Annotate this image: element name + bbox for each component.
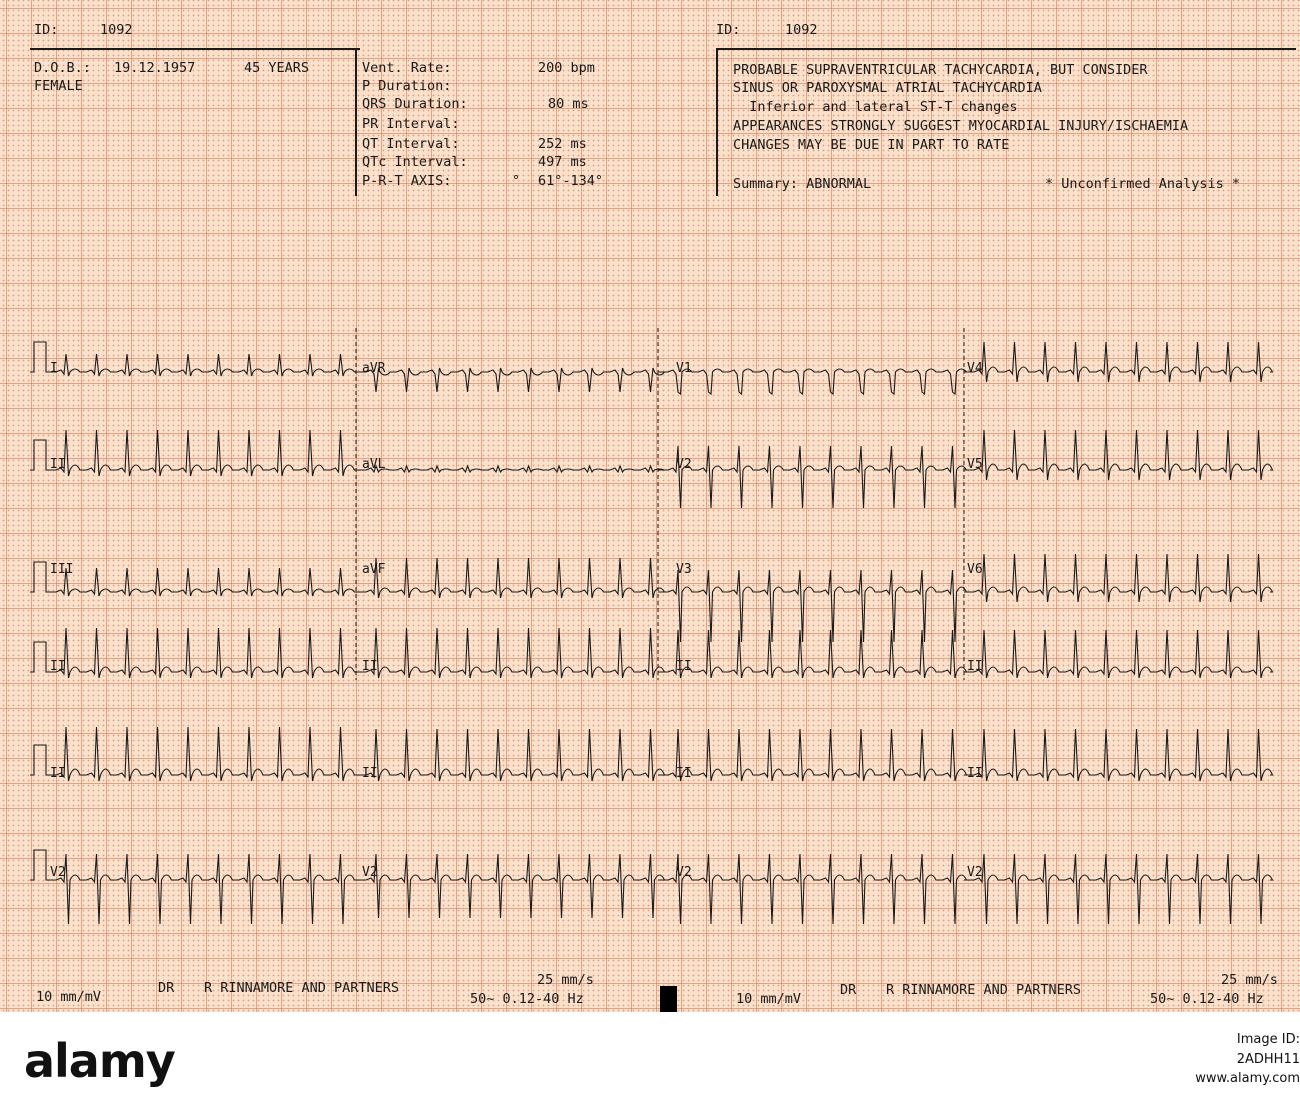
lead-label: aVL [362, 457, 386, 472]
lead-label: V3 [676, 562, 692, 577]
gain-left: 10 mm/mV [36, 989, 102, 1005]
dob-label: D.O.B.: [34, 60, 91, 76]
lead-label: II [967, 766, 983, 781]
lead-label: V2 [967, 865, 983, 880]
lead-label: II [50, 659, 66, 674]
filter-right: 50~ 0.12-40 Hz [1150, 991, 1264, 1007]
measurement-prefix: ° [512, 173, 521, 189]
lead-label: V1 [676, 361, 692, 376]
ecg-trace-row-6 [30, 850, 1273, 924]
lead-label: V2 [676, 865, 692, 880]
age: 45 YEARS [244, 60, 310, 76]
practice-left: R RINNAMORE AND PARTNERS [204, 980, 400, 996]
interpretation-line-4: APPEARANCES STRONGLY SUGGEST MYOCARDIAL INJURY/ISCHAEMIA [733, 118, 1189, 134]
id-label-left: ID: [34, 22, 59, 38]
measurement-label: P-R-T AXIS: [362, 173, 452, 189]
unconfirmed-analysis: * Unconfirmed Analysis * [1045, 176, 1241, 192]
lead-label: V5 [967, 457, 983, 472]
summary: Summary: ABNORMAL [733, 176, 872, 192]
measurement-label: Vent. Rate: [362, 60, 452, 76]
lead-label: V2 [50, 865, 66, 880]
dr-right: DR [840, 982, 857, 998]
practice-right: R RINNAMORE AND PARTNERS [886, 982, 1082, 998]
lead-label: aVF [362, 562, 386, 577]
measurement-value: 252 ms [538, 136, 587, 152]
lead-label: II [50, 766, 66, 781]
alamy-logo: alamy [24, 1034, 175, 1088]
measurement-label: P Duration: [362, 78, 452, 94]
watermark-id [1190, 1030, 1300, 1089]
measurement-value: 497 ms [538, 154, 587, 170]
interpretation-line-1: PROBABLE SUPRAVENTRICULAR TACHYCARDIA, BUT CONSIDER [733, 62, 1148, 78]
measurement-value: 61°-134° [538, 173, 604, 189]
lead-label: II [362, 659, 378, 674]
ecg-trace-row-2 [30, 430, 1273, 508]
lead-label: III [50, 562, 74, 577]
measurement-label: QT Interval: [362, 136, 460, 152]
id-label-right: ID: [716, 22, 741, 38]
lead-label: aVR [362, 361, 386, 376]
id-value-left: 1092 [100, 22, 133, 38]
site-url: www.alamy.com [1195, 1071, 1300, 1086]
ecg-trace-row-3 [30, 554, 1273, 642]
image-id: Image ID: 2ADHH11 [1236, 1032, 1300, 1067]
speed-left: 25 mm/s [537, 972, 594, 988]
interpretation-line-2: SINUS OR PAROXYSMAL ATRIAL TACHYCARDIA [733, 80, 1042, 96]
id-value-right: 1092 [785, 22, 818, 38]
ecg-trace-row-1 [30, 342, 1273, 394]
lead-label: II [676, 766, 692, 781]
watermark-strip [0, 1012, 1300, 1101]
lead-label: V4 [967, 361, 983, 376]
lead-label: II [50, 457, 66, 472]
ecg-trace-row-5 [30, 727, 1273, 781]
filter-left: 50~ 0.12-40 Hz [470, 991, 584, 1007]
dr-left: DR [158, 980, 175, 996]
measurement-value: 200 bpm [538, 60, 595, 76]
gain-right: 10 mm/mV [736, 991, 802, 1007]
dob-value: 19.12.1957 [114, 60, 196, 76]
lead-label: V2 [362, 865, 378, 880]
ecg-trace-row-4 [30, 628, 1273, 678]
measurement-value: 80 ms [548, 96, 589, 112]
lead-label: II [676, 659, 692, 674]
interpretation-line-5: CHANGES MAY BE DUE IN PART TO RATE [733, 137, 1010, 153]
lead-label: V6 [967, 562, 983, 577]
sex: FEMALE [34, 78, 83, 94]
lead-label: I [50, 361, 58, 376]
measurement-label: QTc Interval: [362, 154, 468, 170]
lead-label: II [967, 659, 983, 674]
lead-label: II [362, 766, 378, 781]
measurement-label: QRS Duration: [362, 96, 468, 112]
interpretation-line-3: Inferior and lateral ST-T changes [733, 99, 1018, 115]
measurement-label: PR Interval: [362, 116, 460, 132]
speed-right: 25 mm/s [1221, 972, 1278, 988]
page-separator-mark [660, 986, 677, 1012]
lead-label: V2 [676, 457, 692, 472]
